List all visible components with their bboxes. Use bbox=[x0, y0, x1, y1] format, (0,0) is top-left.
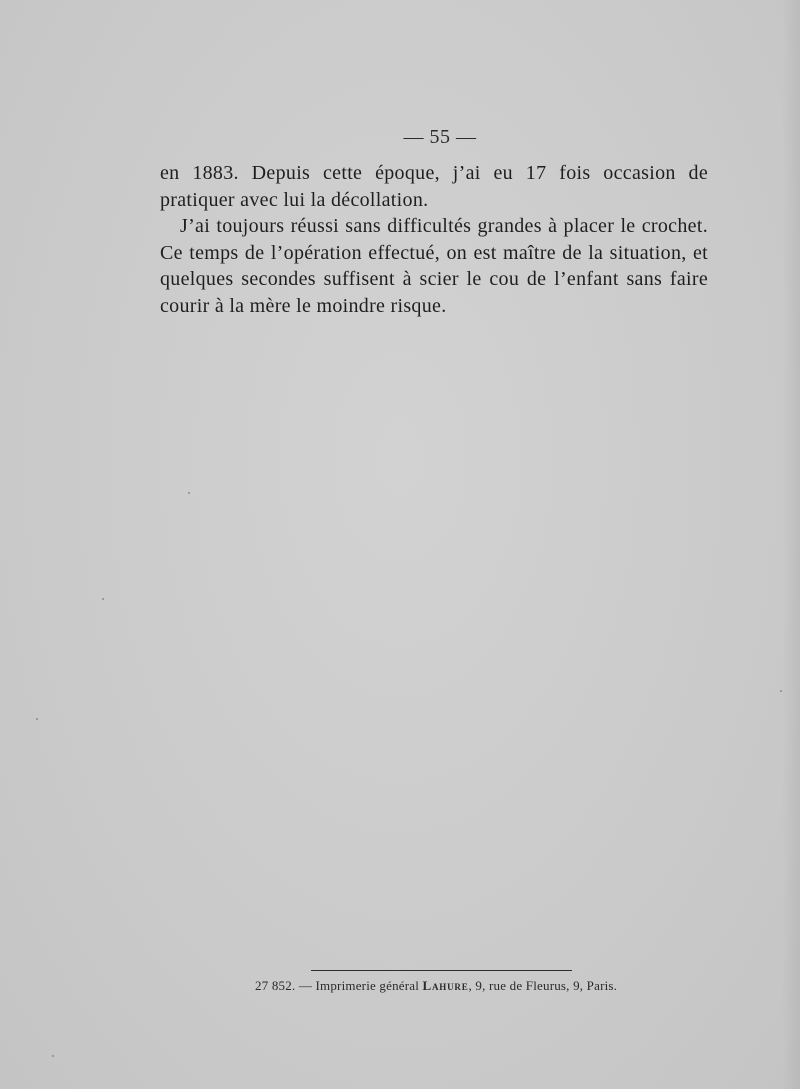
paragraph-continued: en 1883. Depuis cette époque, j’ai eu 17 fois occasion de pratiquer avec lui la décollation. bbox=[160, 162, 708, 211]
printer-footer bbox=[255, 970, 655, 994]
imprint-prefix: 27 852. — Imprimerie général bbox=[255, 978, 423, 993]
printer-name: Lahure bbox=[422, 978, 469, 993]
paper-speck bbox=[188, 492, 190, 494]
paper-speck bbox=[102, 598, 104, 600]
page-number: — 55 — bbox=[403, 126, 477, 148]
paragraph-crochet: J’ai toujours réussi sans difficultés grandes à placer le crochet. Ce temps de l’opération effectué, on est maître de la situation, et quelques secondes suffisent à scier le cou de l’enfant sans faire courir à la mère le moindre risque. bbox=[160, 215, 708, 317]
footer-rule bbox=[311, 970, 572, 971]
paper-speck bbox=[36, 718, 38, 720]
printer-imprint bbox=[255, 978, 655, 994]
body-text bbox=[160, 160, 708, 319]
paper-speck bbox=[780, 690, 782, 692]
paper-speck bbox=[52, 1055, 54, 1057]
imprint-suffix: , 9, rue de Fleurus, 9, Paris. bbox=[468, 978, 618, 993]
